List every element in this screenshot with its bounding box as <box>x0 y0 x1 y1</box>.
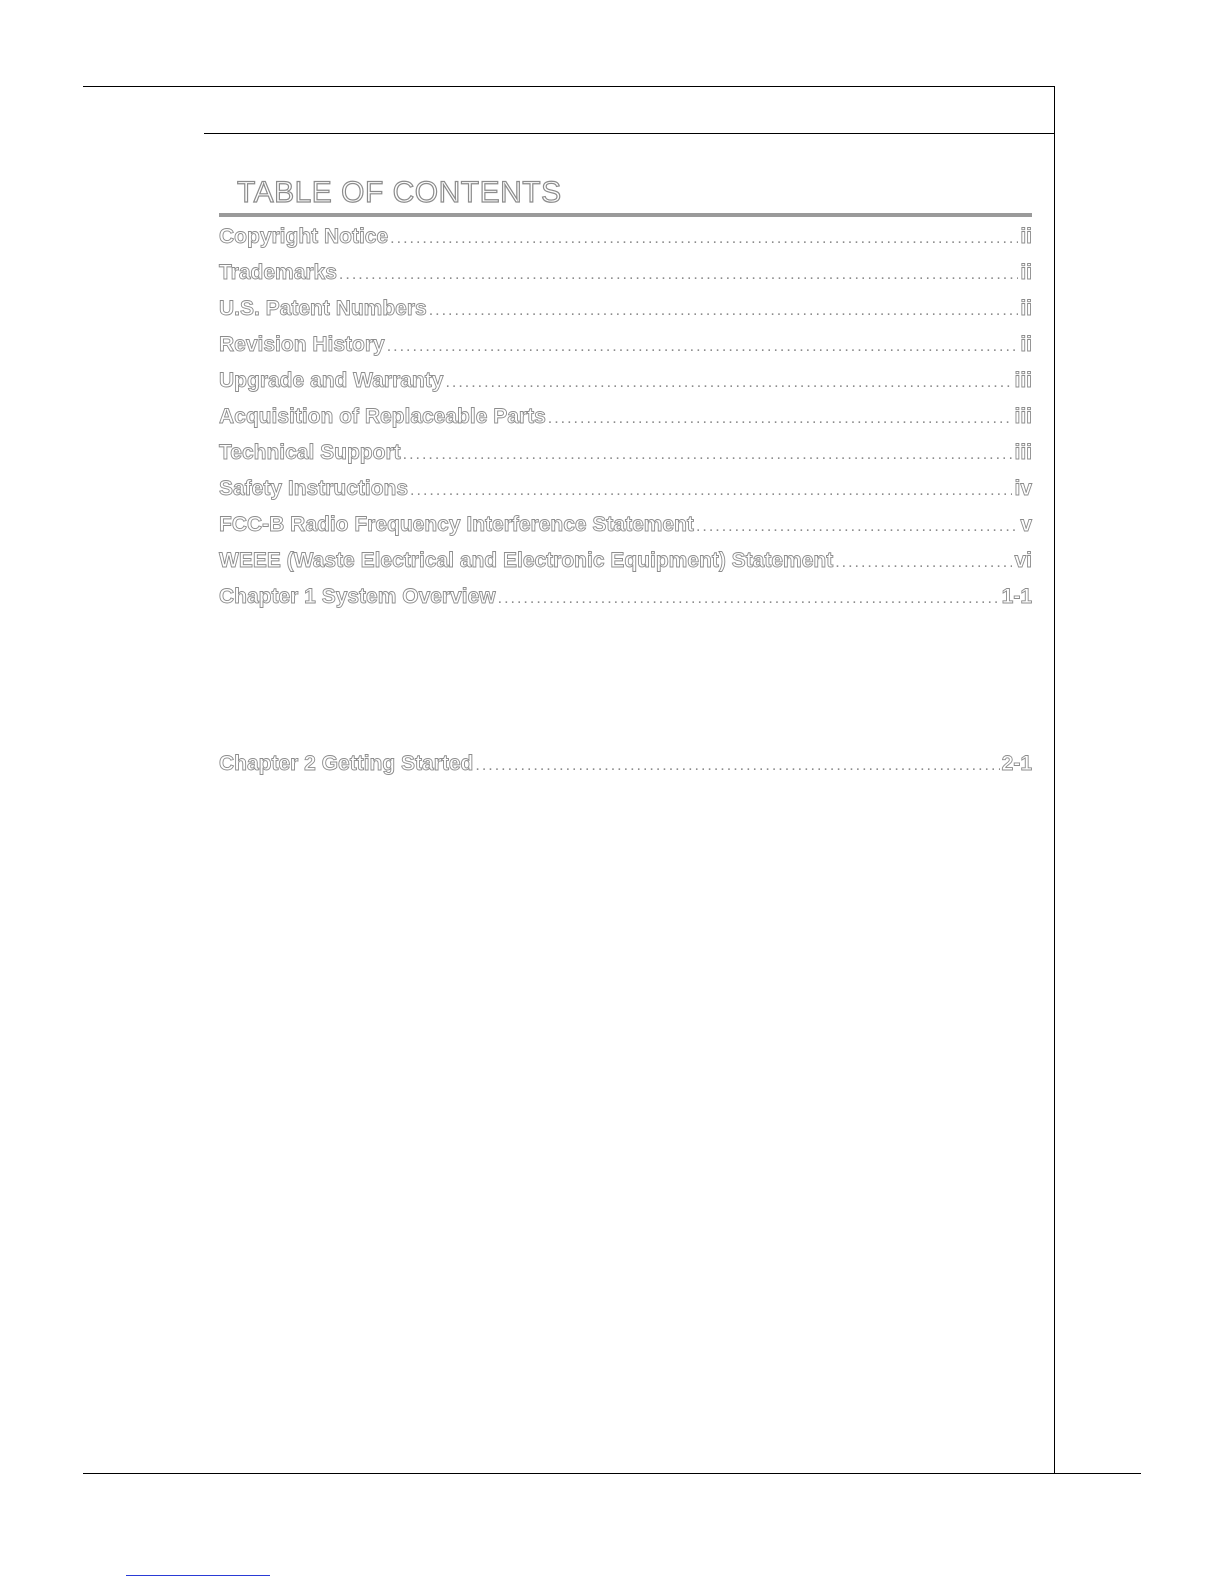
header-rule-inner <box>204 133 1055 134</box>
toc-entry-label: Revision History <box>219 333 385 356</box>
toc-entry-weee-statement[interactable] <box>219 546 1032 576</box>
toc-entry-label: U.S. Patent Numbers <box>219 297 427 320</box>
toc-entry-label: FCC-B Radio Frequency Interference Statement <box>219 513 694 536</box>
toc-entry-page: iii <box>1014 441 1032 464</box>
toc-leader-dots <box>390 224 1018 254</box>
toc-entry-upgrade-warranty[interactable] <box>219 366 1032 396</box>
toc-leader-dots <box>835 548 1012 578</box>
toc-entry-label: Copyright Notice <box>219 225 389 248</box>
toc-entry-copyright-notice[interactable] <box>219 222 1032 252</box>
toc-entry-label: Chapter 1 System Overview <box>219 585 496 608</box>
footer-rule <box>83 1473 1141 1474</box>
toc-entry-label: Acquisition of Replaceable Parts <box>219 405 546 428</box>
toc-entry-page: 2-1 <box>1001 752 1032 775</box>
toc-leader-dots <box>498 584 1000 614</box>
toc-entry-label: Upgrade and Warranty <box>219 369 444 392</box>
toc-entry-safety-instructions[interactable] <box>219 474 1032 504</box>
toc-entry-page: ii <box>1020 297 1032 320</box>
toc-entry-page: ii <box>1020 261 1032 284</box>
toc-leader-dots <box>387 332 1019 362</box>
toc-entry-technical-support[interactable] <box>219 438 1032 468</box>
toc-entry-trademarks[interactable] <box>219 258 1032 288</box>
toc-entry-chapter-2[interactable] <box>219 749 1032 779</box>
toc-entry-page: ii <box>1020 333 1032 356</box>
toc-title: TABLE OF CONTENTS <box>237 176 562 209</box>
toc-leader-dots <box>475 751 999 781</box>
toc-leader-dots <box>429 296 1019 326</box>
toc-entry-chapter-1[interactable] <box>219 582 1032 612</box>
header-rule-outer <box>83 86 1055 87</box>
right-margin-rule <box>1054 86 1055 1474</box>
toc-entry-fcc-statement[interactable] <box>219 510 1032 540</box>
toc-leader-dots <box>445 368 1012 398</box>
toc-entry-label: WEEE (Waste Electrical and Electronic Equipment) Statement <box>219 549 834 572</box>
toc-entry-label: Safety Instructions <box>219 477 409 500</box>
toc-leader-dots <box>548 404 1013 434</box>
toc-leader-dots <box>410 476 1012 506</box>
toc-entry-label: Technical Support <box>219 441 401 464</box>
toc-entry-replaceable-parts[interactable] <box>219 402 1032 432</box>
toc-entry-patent-numbers[interactable] <box>219 294 1032 324</box>
toc-leader-dots <box>403 440 1013 470</box>
toc-entry-page: vi <box>1014 549 1032 572</box>
toc-entry-page: iii <box>1014 405 1032 428</box>
footer-link-underline <box>126 1575 270 1576</box>
toc-entry-page: iv <box>1014 477 1032 500</box>
toc-entry-label: Chapter 2 Getting Started <box>219 752 474 775</box>
toc-leader-dots <box>339 260 1018 290</box>
toc-entry-page: 1-1 <box>1001 585 1032 608</box>
toc-entry-page: v <box>1020 513 1032 536</box>
toc-entry-page: iii <box>1014 369 1032 392</box>
toc-leader-dots <box>696 512 1018 542</box>
toc-entry-page: ii <box>1020 225 1032 248</box>
toc-title-underline <box>219 213 1032 217</box>
toc-entry-label: Trademarks <box>219 261 337 284</box>
toc-entry-revision-history[interactable] <box>219 330 1032 360</box>
